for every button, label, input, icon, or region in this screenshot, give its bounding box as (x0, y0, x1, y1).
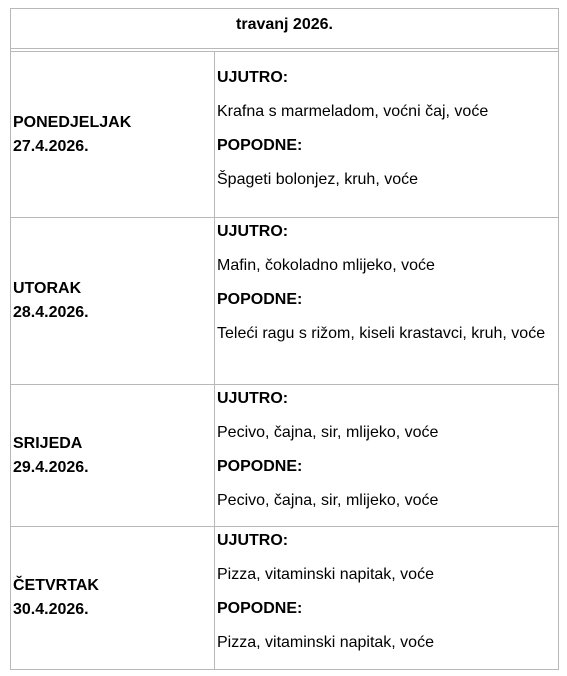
day-cell (11, 527, 215, 669)
afternoon-label: POPODNE: (217, 600, 303, 617)
morning-meal: Pizza, vitaminski napitak, voće (217, 566, 434, 583)
day-date: 30.4.2026. (13, 601, 89, 618)
morning-meal: Mafin, čokoladno mlijeko, voće (217, 257, 435, 274)
morning-label: UJUTRO: (217, 532, 289, 549)
meals-cell (215, 52, 558, 217)
day-name: ČETVRTAK (13, 577, 99, 594)
morning-label: UJUTRO: (217, 69, 289, 86)
day-row-tuesday (11, 218, 558, 385)
day-cell (11, 385, 215, 526)
day-row-wednesday (11, 385, 558, 527)
day-name: PONEDJELJAK (13, 113, 132, 131)
afternoon-label: POPODNE: (217, 458, 303, 475)
afternoon-label: POPODNE: (217, 291, 303, 308)
day-row-monday (11, 52, 558, 218)
day-row-thursday (11, 527, 558, 669)
afternoon-meal: Teleći ragu s rižom, kiseli krastavci, kruh, voće (217, 325, 546, 342)
day-date: 27.4.2026. (13, 137, 89, 155)
day-name: SRIJEDA (13, 434, 83, 452)
meals-cell (215, 527, 558, 669)
menu-table (10, 8, 559, 670)
meals-cell (215, 385, 558, 526)
title-row (11, 9, 558, 49)
day-name: UTORAK (13, 280, 82, 297)
afternoon-meal: Pizza, vitaminski napitak, voće (217, 634, 434, 651)
afternoon-meal: Špageti bolonjez, kruh, voće (217, 171, 419, 188)
afternoon-meal: Pecivo, čajna, sir, mlijeko, voće (217, 492, 439, 509)
month-title: travanj 2026. (236, 16, 333, 33)
morning-label: UJUTRO: (217, 223, 289, 240)
afternoon-label: POPODNE: (217, 137, 303, 154)
morning-meal: Krafna s marmeladom, voćni čaj, voće (217, 103, 489, 120)
meals-cell (215, 218, 558, 384)
day-cell (11, 218, 215, 384)
day-date: 28.4.2026. (13, 304, 89, 321)
day-cell (11, 52, 215, 217)
morning-meal: Pecivo, čajna, sir, mlijeko, voće (217, 424, 439, 441)
morning-label: UJUTRO: (217, 390, 289, 407)
day-date: 29.4.2026. (13, 458, 89, 476)
